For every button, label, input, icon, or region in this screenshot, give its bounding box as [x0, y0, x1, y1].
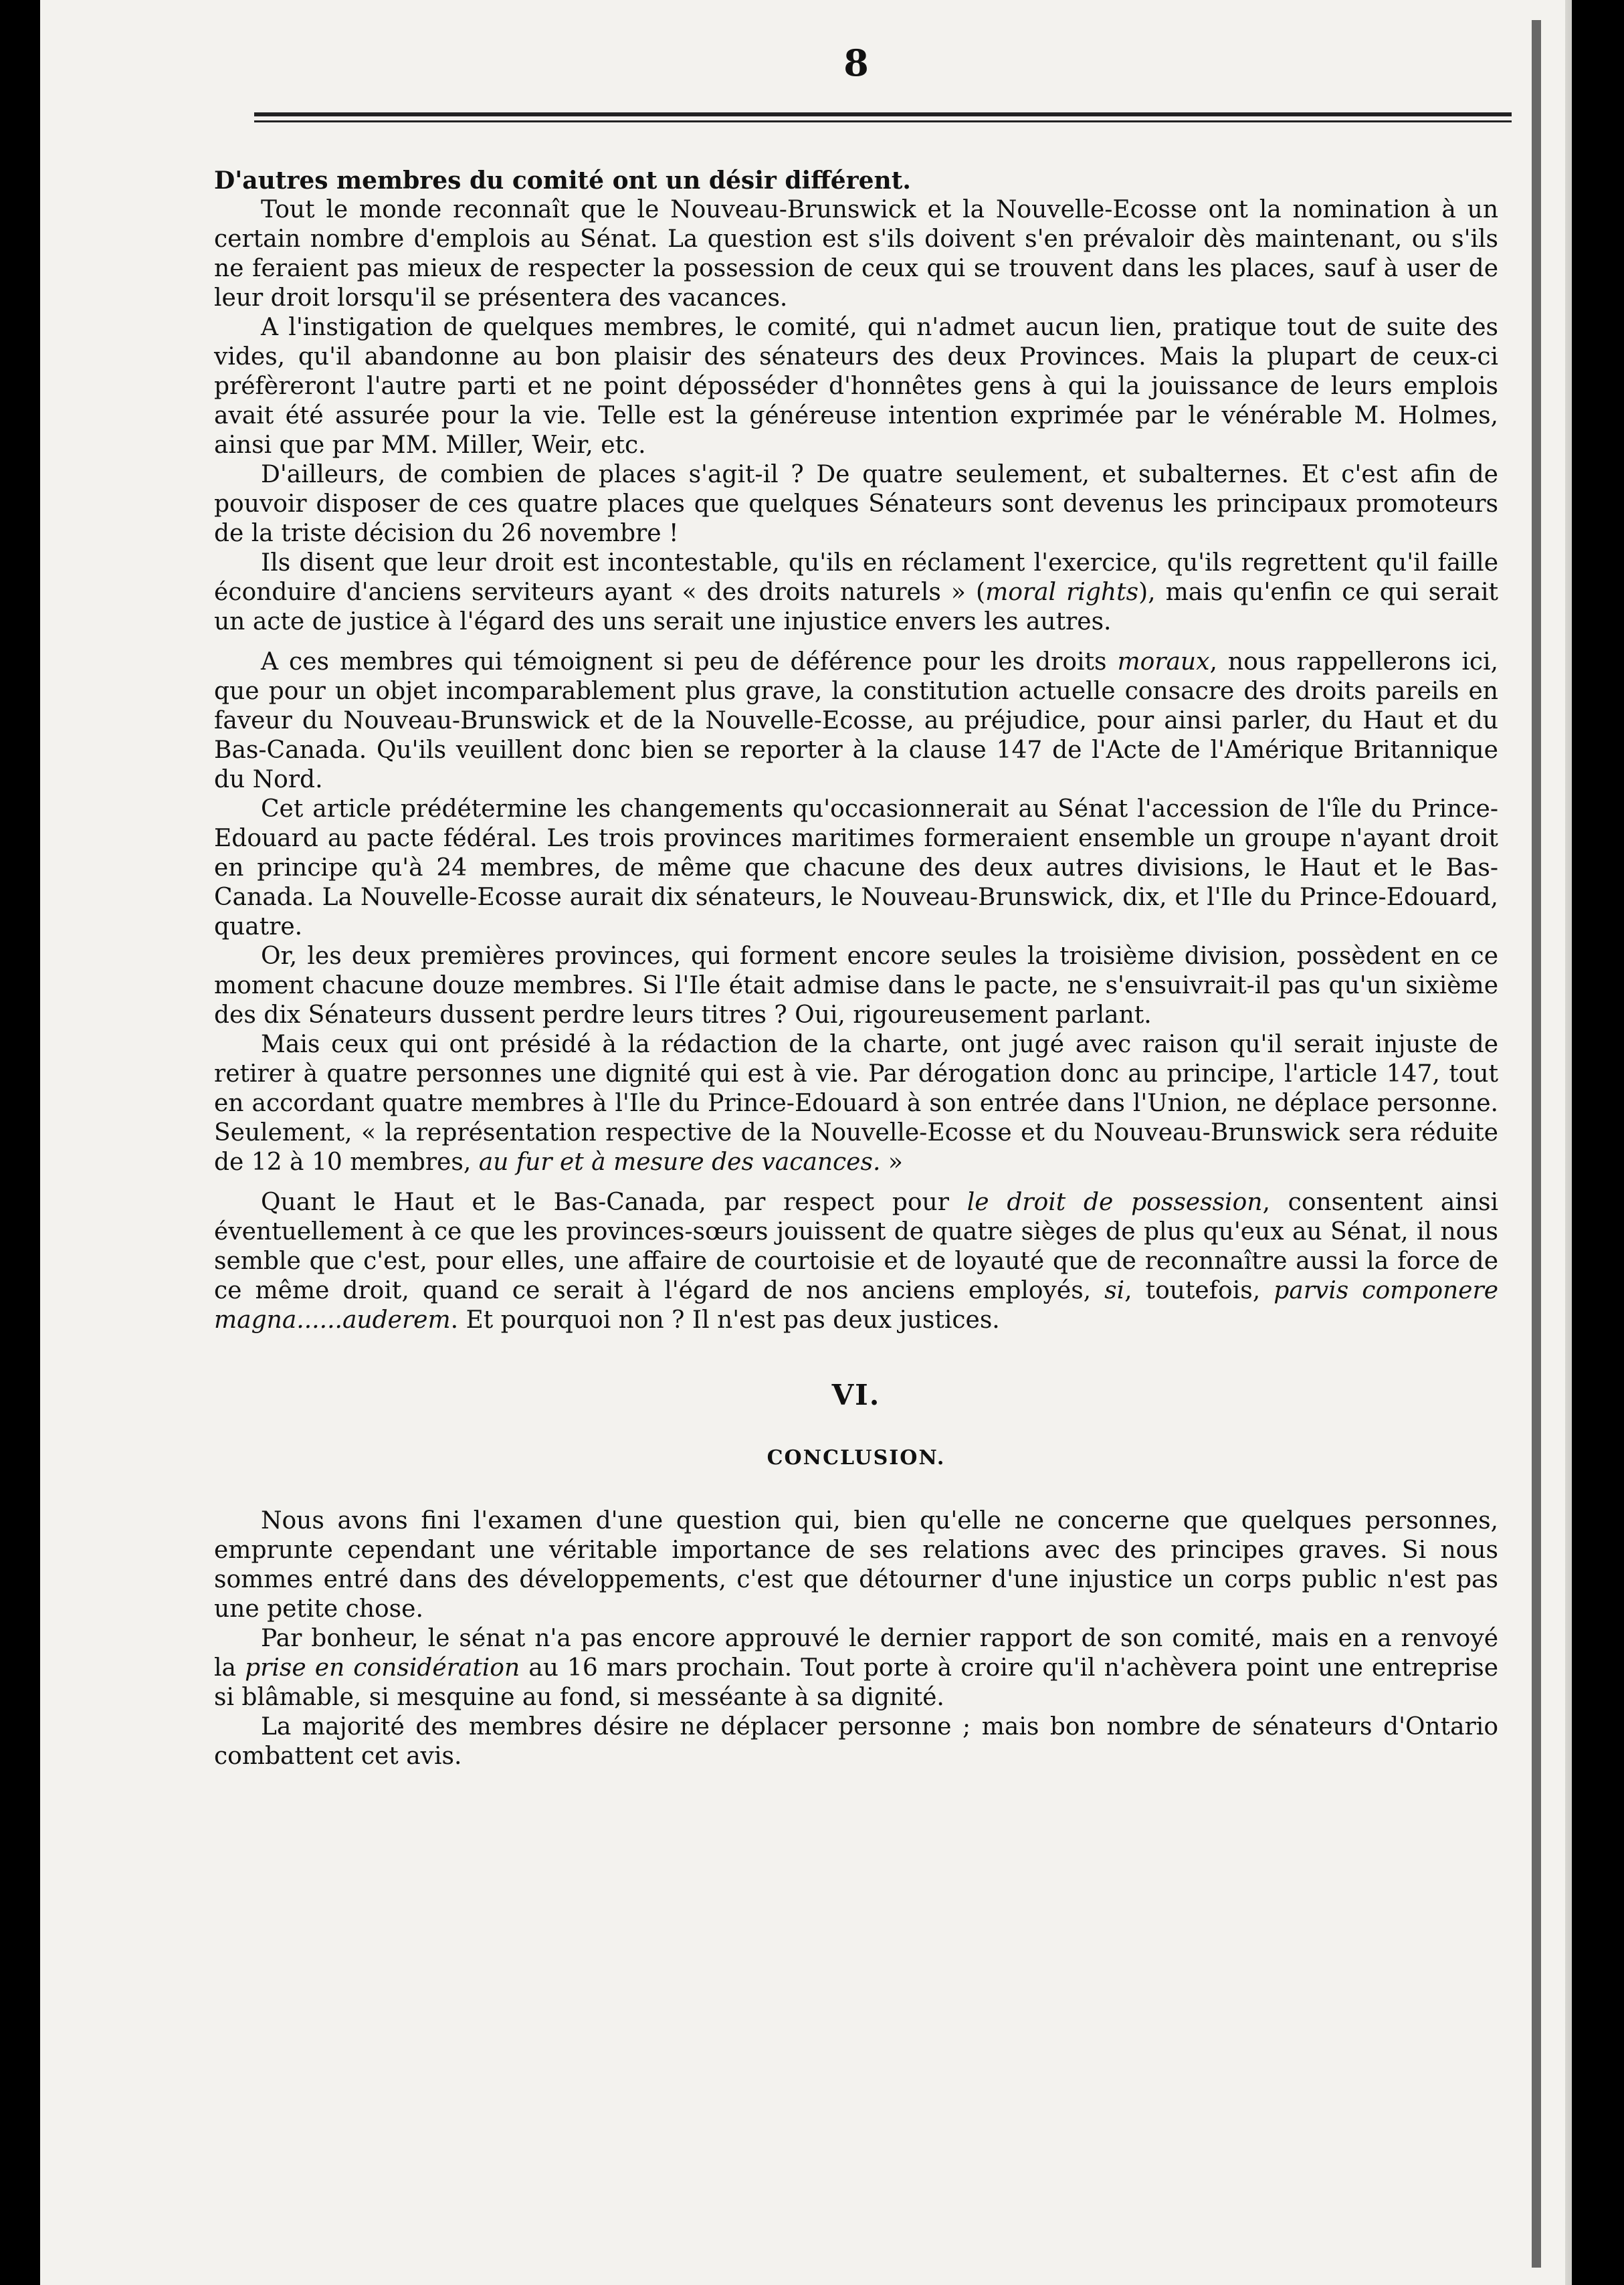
paragraph-9-b: , consentent ainsi éventuellement à ce que les provinces-sœurs jouissent de quatre sièges de plus qu'eux au Sénat, il nous semble que c'est, pour elles, une affaire de courtoisie et de loyauté que de reconnaître aussi la force de ce même droit, quand ce serait à l'égard de nos anciens employés, [214, 1189, 1499, 1304]
paragraph-9-em1: le droit de possession [967, 1189, 1263, 1216]
document-page [40, 0, 1572, 2285]
paragraph-8-b: » [880, 1149, 903, 1176]
paragraph-4-b: ), mais qu'enfin ce qui serait un acte de justice à l'égard des uns serait une injustice envers les autres. [214, 579, 1499, 635]
conclusion-2-em: prise en considération [245, 1654, 520, 1682]
paragraph-5 [214, 648, 1498, 795]
conclusion-paragraph-2 [214, 1624, 1498, 1712]
paragraph-5-a: A ces membres qui témoignent si peu de déférence pour les droits [261, 648, 1118, 676]
page-number: 8 [843, 41, 869, 84]
paragraph-9 [214, 1188, 1498, 1335]
paragraph-8 [214, 1030, 1498, 1177]
conclusion-2-a: Par bonheur, le sénat n'a pas encore approuvé le dernier rapport de son comité, mais en a renvoyé la [214, 1625, 1498, 1682]
paragraph-9-c: , toutefois, [1124, 1277, 1274, 1304]
paragraph-5-em: moraux [1117, 648, 1210, 676]
paragraph-9-em2: si [1104, 1277, 1125, 1304]
paragraph-4-a: Ils disent que leur droit est incontestable, qu'ils en réclament l'exercice, qu'ils regrettent qu'il faille éconduire d'anciens serviteurs ayant « des droits naturels » ( [214, 549, 1498, 606]
paragraph-6: Cet article prédétermine les changements qu'occasionnerait au Sénat l'accession de l'île du Prince-Edouard au pacte fédéral. Les trois provinces maritimes formeraient ensemble un groupe n'ayant droit en principe qu'à 24 membres, de même que chacune des deux autres divisions, le Haut et le Bas-Canada. La Nouvelle-Ecosse aurait dix sénateurs, le Nouveau-Brunswick, dix, et l'Ile du Prince-Edouard, quatre. [214, 795, 1498, 940]
paragraph-8-a: Mais ceux qui ont présidé à la rédaction de la charte, ont jugé avec raison qu'il serait injuste de retirer à quatre personnes une dignité qui est à vie. Par dérogation donc au principe, l'article 147, tout en accordant quatre membres à l'Ile du Prince-Edouard à son entrée dans l'Union, ne déplace personne. Seulement, « la représentation respective de la Nouvelle-Ecosse et du Nouveau-Brunswick sera réduite de 12 à 10 membres, [214, 1031, 1498, 1176]
paragraph-0: D'autres membres du comité ont un désir différent. [214, 167, 911, 195]
page-edge-line [1532, 20, 1541, 2268]
paragraph-3: D'ailleurs, de combien de places s'agit-il ? De quatre seulement, et subalternes. Et c'est afin de pouvoir disposer de ces quatre places que quelques Sénateurs sont devenus les principaux promoteurs de la triste décision du 26 novembre ! [214, 461, 1498, 547]
paragraph-5-b: , nous rappellerons ici, que pour un objet incomparablement plus grave, la constitution actuelle consacre des droits pareils en faveur du Nouveau-Brunswick et de la Nouvelle-Ecosse, au préjudice, pour ainsi parler, du Haut et du Bas-Canada. Qu'ils veuillent donc bien se reporter à la clause 147 de l'Acte de l'Amérique Britannique du Nord. [214, 648, 1498, 793]
section-numeral: VI. [831, 1379, 881, 1411]
paragraph-9-em3: parvis componere magna......auderem [214, 1277, 1498, 1334]
section-title: CONCLUSION. [767, 1446, 946, 1470]
paragraph-2: A l'instigation de quelques membres, le comité, qui n'admet aucun lien, pratique tout de suite des vides, qu'il abandonne au bon plaisir des sénateurs des deux Provinces. Mais la plupart de ceux-ci préfèreront l'autre parti et ne point déposséder d'honnêtes gens à qui la jouissance de leurs emplois avait été assurée pour la vie. Telle est la généreuse intention exprimée par le vénérable M. Holmes, ainsi que par MM. Miller, Weir, etc. [214, 314, 1498, 459]
header-rule [254, 112, 1512, 122]
paragraph-4 [214, 549, 1498, 637]
conclusion-2-b: au 16 mars prochain. Tout porte à croire qu'il n'achèvera point une entreprise si blâmable, si mesquine au fond, si messéante à sa dignité. [214, 1654, 1499, 1711]
paragraph-8-em: au fur et à mesure des vacances. [478, 1149, 881, 1176]
paragraph-9-d: . Et pourquoi non ? Il n'est pas deux justices. [450, 1306, 1000, 1334]
conclusion-paragraph-1: Nous avons fini l'examen d'une question qui, bien qu'elle ne concerne que quelques personnes, emprunte cependant une véritable importance de ses relations avec des principes graves. Si nous sommes entré dans des développements, c'est que détourner d'une injustice un corps public n'est pas une petite chose. [214, 1507, 1498, 1623]
paragraph-7: Or, les deux premières provinces, qui forment encore seules la troisième division, possèdent en ce moment chacune douze membres. Si l'Ile était admise dans le pacte, ne s'ensuivrait-il pas qu'un sixième des dix Sénateurs dussent perdre leurs titres ? Oui, rigoureusement parlant. [214, 942, 1498, 1029]
paragraph-4-em: moral rights [985, 579, 1139, 606]
paragraph-9-a: Quant le Haut et le Bas-Canada, par respect pour [261, 1189, 967, 1216]
conclusion-paragraph-3: La majorité des membres désire ne déplacer personne ; mais bon nombre de sénateurs d'Ontario combattent cet avis. [214, 1713, 1498, 1770]
paragraph-1: Tout le monde reconnaît que le Nouveau-Brunswick et la Nouvelle-Ecosse ont la nomination à un certain nombre d'emplois au Sénat. La question est s'ils doivent s'en prévaloir dès maintenant, ou s'ils ne feraient pas mieux de respecter la possession de ceux qui se trouvent dans les places, sauf à user de leur droit lorsqu'il se présentera des vacances. [214, 196, 1498, 312]
page-edge-shadow [1565, 0, 1572, 2285]
body-text [214, 166, 1498, 1771]
